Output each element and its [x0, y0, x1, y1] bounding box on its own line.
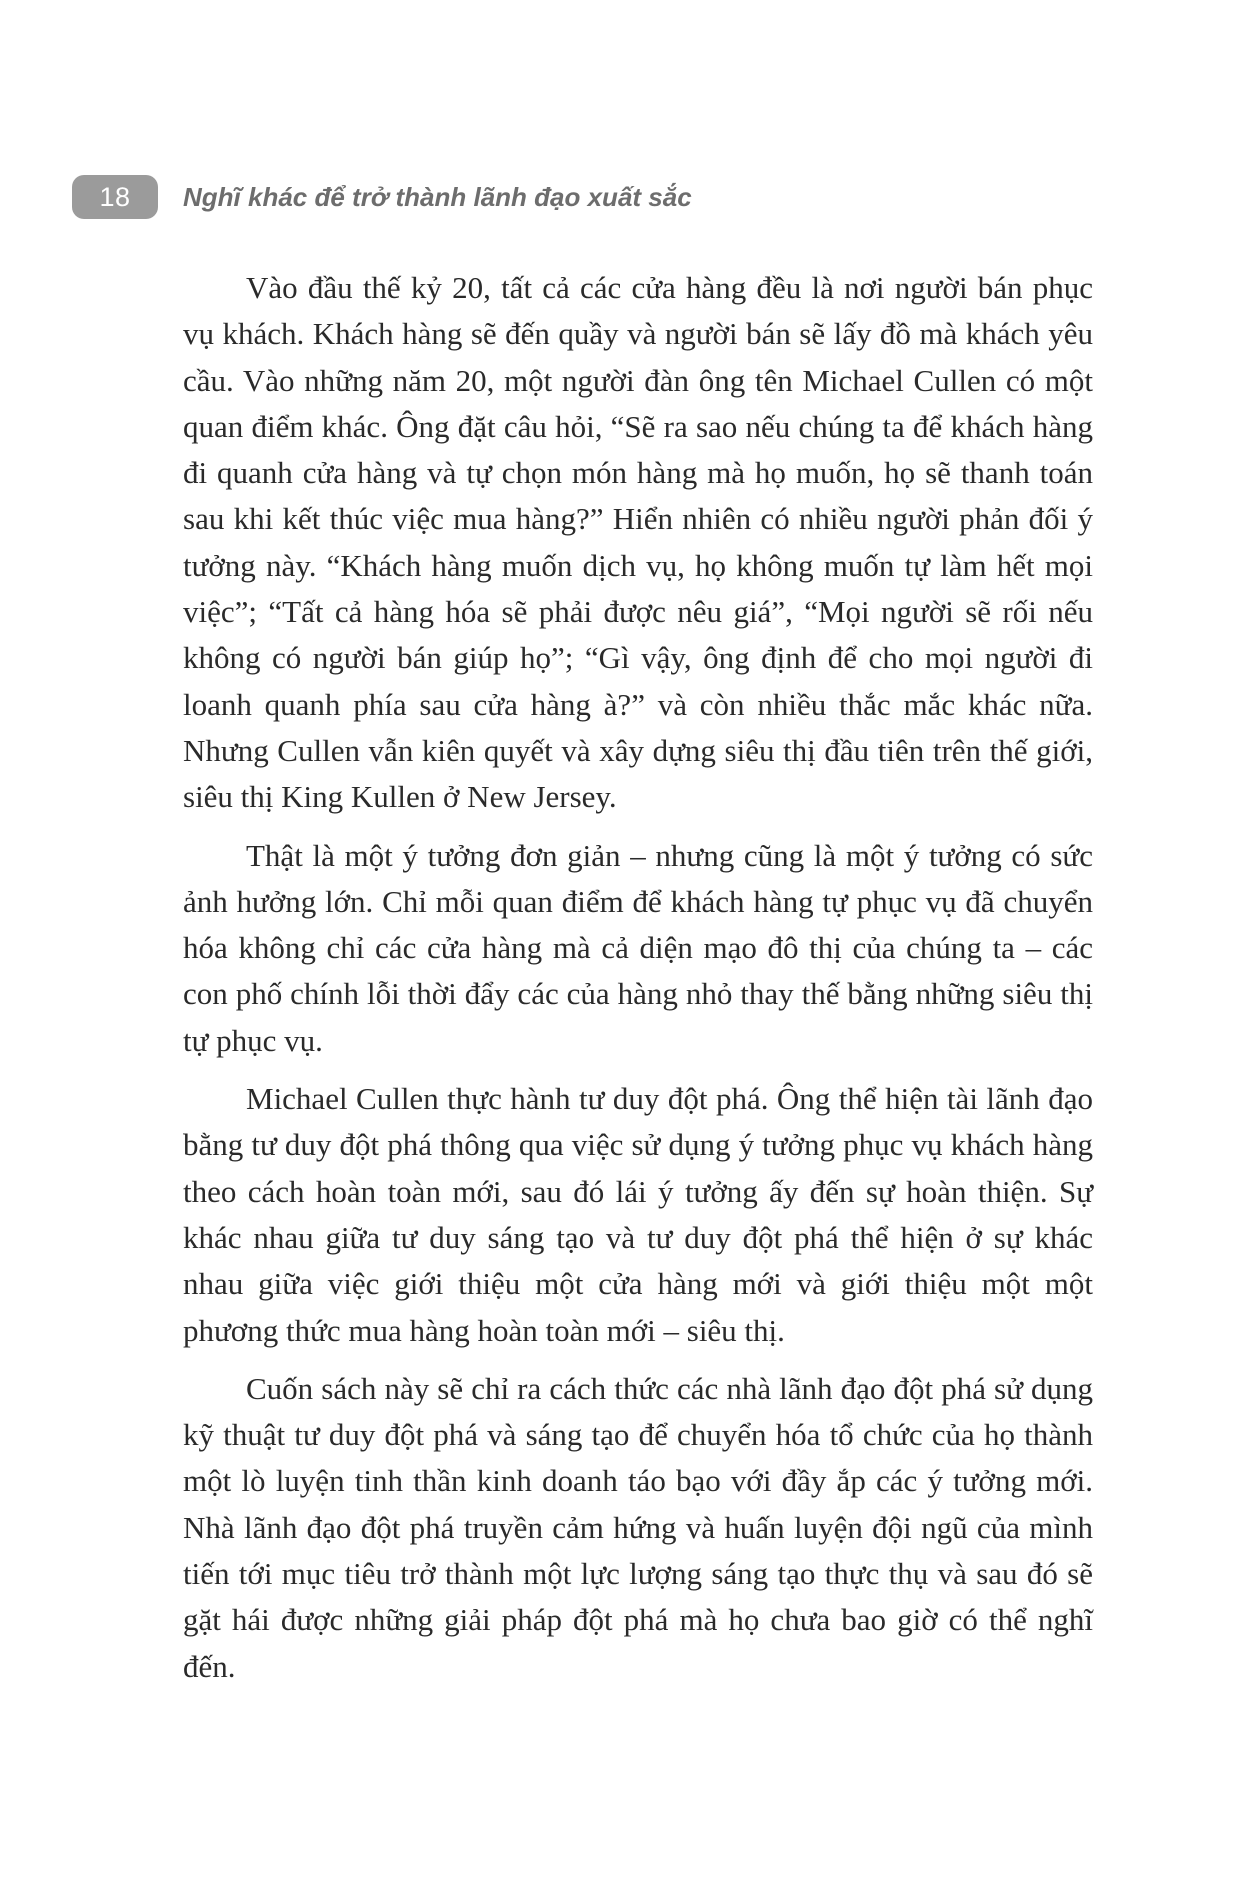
paragraph-3: Michael Cullen thực hành tư duy đột phá. Ông thể hiện tài lãnh đạo bằng tư duy đột phá thông qua việc sử dụng ý tưởng phục vụ khách hàng theo cách hoàn toàn mới, sau đó lái ý tưởng ấy đến sự hoàn thiện. Sự khác nhau giữa tư duy sáng tạo và tư duy đột phá thể hiện ở sự khác nhau giữa việc giới thiệu một cửa hàng mới và giới thiệu một một phương thức mua hàng hoàn toàn mới – siêu thị.	[183, 1081, 1093, 1348]
body-text	[183, 265, 1093, 1702]
running-title: Nghĩ khác để trở thành lãnh đạo xuất sắc	[183, 181, 692, 212]
paragraph-4: Cuốn sách này sẽ chỉ ra cách thức các nhà lãnh đạo đột phá sử dụng kỹ thuật tư duy đột phá và sáng tạo để chuyển hóa tổ chức của họ thành một lò luyện tinh thần kinh doanh táo bạo với đầy ắp các ý tưởng mới. Nhà lãnh đạo đột phá truyền cảm hứng và huấn luyện đội ngũ của mình tiến tới mục tiêu trở thành một lực lượng sáng tạo thực thụ và sau đó sẽ gặt hái được những giải pháp đột phá mà họ chưa bao giờ có thể nghĩ đến.	[183, 1370, 1093, 1684]
page-number-badge: 18	[72, 175, 158, 219]
page-header	[72, 175, 692, 219]
paragraph-2: Thật là một ý tưởng đơn giản – nhưng cũng là một ý tưởng có sức ảnh hưởng lớn. Chỉ mỗi quan điểm để khách hàng tự phục vụ đã chuyển hóa không chỉ các cửa hàng mà cả diện mạo đô thị của chúng ta – các con phố chính lỗi thời đẩy các của hàng nhỏ thay thế bằng những siêu thị tự phục vụ.	[183, 837, 1093, 1058]
paragraph-1: Vào đầu thế kỷ 20, tất cả các cửa hàng đều là nơi người bán phục vụ khách. Khách hàng sẽ đến quầy và người bán sẽ lấy đồ mà khách yêu cầu. Vào những năm 20, một người đàn ông tên Michael Cullen có một quan điểm khác. Ông đặt câu hỏi, “Sẽ ra sao nếu chúng ta để khách hàng đi quanh cửa hàng và tự chọn món hàng mà họ muốn, họ sẽ thanh toán sau khi kết thúc việc mua hàng?” Hiển nhiên có nhiều người phản đối ý tưởng này. “Khách hàng muốn dịch vụ, họ không muốn tự làm hết mọi việc”; “Tất cả hàng hóa sẽ phải được nêu giá”, “Mọi người sẽ rối nếu không có người bán giúp họ”; “Gì vậy, ông định để cho mọi người đi loanh quanh phía sau cửa hàng à?” và còn nhiều thắc mắc khác nữa. Nhưng Cullen vẫn kiên quyết và xây dựng siêu thị đầu tiên trên thế giới, siêu thị King Kullen ở New Jersey.	[183, 270, 1093, 815]
